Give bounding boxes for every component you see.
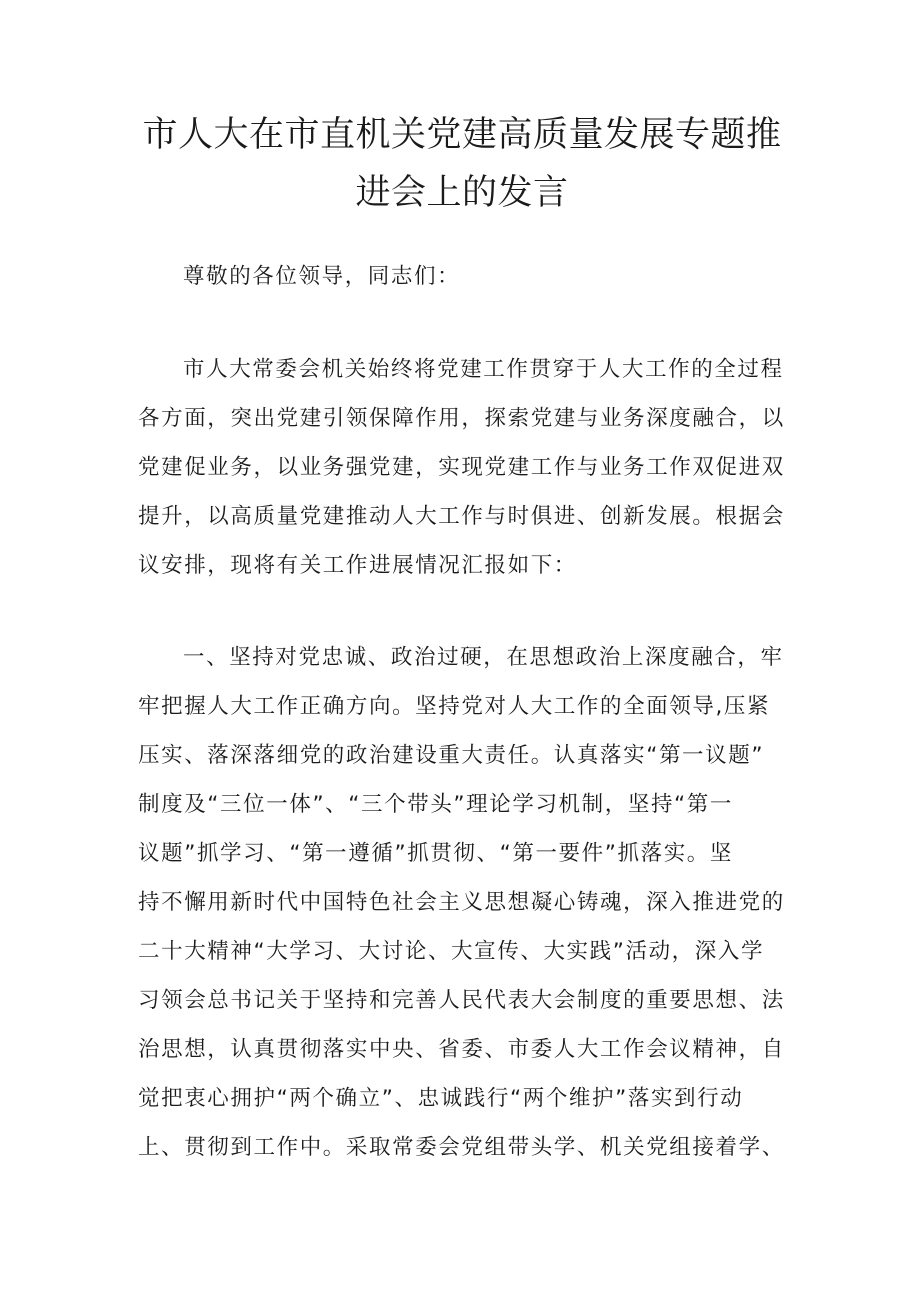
paragraph-intro — [138, 345, 792, 590]
paragraph-line: 上、贯彻到工作中。采取常委会党组带头学、机关党组接着学、 — [138, 1135, 785, 1160]
paragraph-line: 压实、落深落细党的政治建设重大责任。认真落实“第一议题” — [138, 743, 765, 768]
paragraph-line: 市人大常委会机关始终将党建工作贯穿于人大工作的全过程 — [183, 357, 784, 382]
paragraph-line: 议题”抓学习、“第一遵循”抓贯彻、“第一要件”抓落实。坚 — [138, 841, 733, 866]
paragraph-line: 制度及“三位一体”、“三个带头”理论学习机制，坚持“第一 — [138, 792, 733, 817]
paragraph-line: 觉把衷心拥护“两个确立”、忠诚践行“两个维护”落实到行动 — [138, 1086, 744, 1111]
title-line: 进会上的发言 — [355, 173, 569, 213]
salutation-text: 尊敬的各位领导，同志们： — [183, 264, 461, 289]
salutation — [138, 252, 792, 301]
paragraph-line: 治思想，认真贯彻落实中央、省委、市委人大工作会议精神，自 — [138, 1037, 785, 1062]
paragraph-section-one — [138, 633, 792, 1172]
paragraph-line: 一、坚持对党忠诚、政治过硬，在思想政治上深度融合，牢 — [183, 645, 784, 670]
paragraph-line: 二十大精神“大学习、大讨论、大宣传、大实践”活动，深入学 — [138, 939, 765, 964]
paragraph-line: 牢把握人大工作正确方向。坚持党对人大工作的全面领导,压紧 — [138, 694, 771, 719]
document-title — [137, 106, 787, 222]
paragraph-line: 议安排，现将有关工作进展情况汇报如下： — [138, 553, 577, 578]
paragraph-line: 持不懈用新时代中国特色社会主义思想凝心铸魂，深入推进党的 — [138, 890, 785, 915]
paragraph-line: 各方面，突出党建引领保障作用，探索党建与业务深度融合，以 — [138, 406, 785, 431]
paragraph-line: 提升，以高质量党建推动人大工作与时俱进、创新发展。根据会 — [138, 504, 785, 529]
paragraph-line: 党建促业务，以业务强党建，实现党建工作与业务工作双促进双 — [138, 455, 785, 480]
title-line: 市人大在市直机关党建高质量发展专题推 — [142, 115, 782, 155]
paragraph-line: 习领会总书记关于坚持和完善人民代表大会制度的重要思想、法 — [138, 988, 785, 1013]
